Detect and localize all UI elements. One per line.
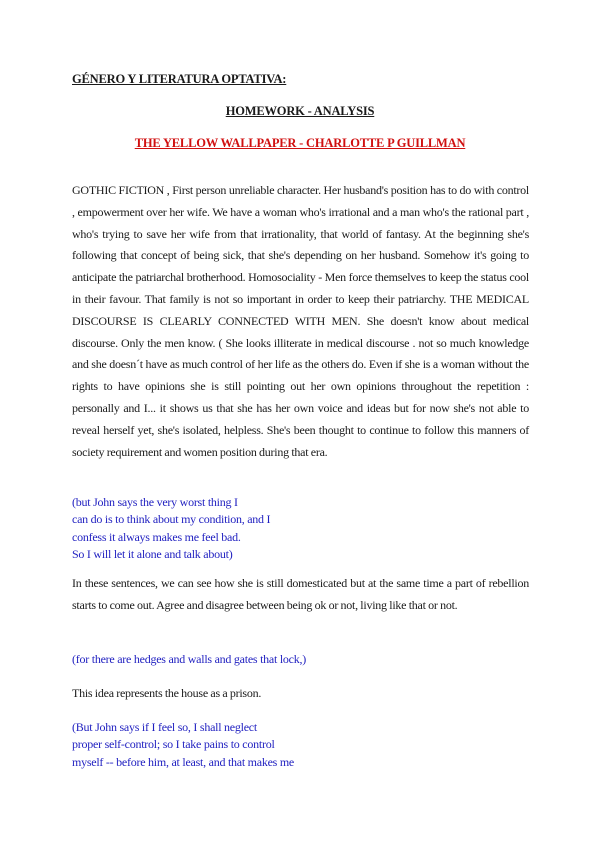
quote-block-1	[72, 494, 532, 564]
course-heading: GÉNERO Y LITERATURA OPTATIVA:	[72, 72, 287, 86]
quote-line: So I will let it alone and talk about)	[72, 547, 233, 562]
quote-line: confess it always makes me feel bad.	[72, 529, 241, 544]
quote-line: (But John says if I feel so, I shall neglect	[72, 720, 257, 734]
analysis-paragraph-2: In these sentences, we can see how she is still domesticated but at the same time a part of rebellion starts to come out. Agree and disagree between being ok or not, living like that or not.	[72, 576, 529, 612]
assignment-heading: HOMEWORK - ANALYSIS	[225, 104, 375, 118]
quote-block-2	[72, 651, 532, 668]
quote-block-3	[72, 719, 532, 771]
document-title: THE YELLOW WALLPAPER - CHARLOTTE P GUILLMAN	[134, 136, 466, 150]
analysis-paragraph-3: This idea represents the house as a prison.	[72, 686, 262, 700]
quote-line: myself -- before him, at least, and that makes me	[72, 754, 295, 769]
quote-line: proper self-control; so I take pains to control	[72, 737, 275, 752]
quote-line: (but John says the very worst thing I	[72, 495, 238, 509]
quote-line: (for there are hedges and walls and gates that lock,)	[72, 652, 306, 666]
analysis-paragraph-1: GOTHIC FICTION , First person unreliable character. Her husband's position has to do with control , empowerment over her wife. We have a woman who's irrational and a man who's the rational part , who's trying to save her wife from that irrationality, that world of fantasy. At the beginning she's following that concept of being sick, that she's depending on her husband. Somehow it's going to anticipate the patriarchal brotherhood. Homosociality - Men force themselves to keep the status cool in their favour. That family is not so important in order to keep their patriarchy. THE MEDICAL DISCOURSE IS CLEARLY CONNECTED WITH MEN. She doesn't know about medical discourse. Only the men know. ( She looks illiterate in medical discourse . not so much knowledge and she doesn´t have as much control of her life as the others do. Even if she is a woman without the rights to have opinions she is still pointing out her own opinions throughout the repetition : personally and I... it shows us that she has her own voice and ideas but for now she's not able to reveal herself yet, she's isolated, helpless. She's been thought to continue to follow this manners of society requirement and women position during that era.	[72, 183, 529, 459]
quote-line: can do is to think about my condition, and I	[72, 512, 271, 527]
